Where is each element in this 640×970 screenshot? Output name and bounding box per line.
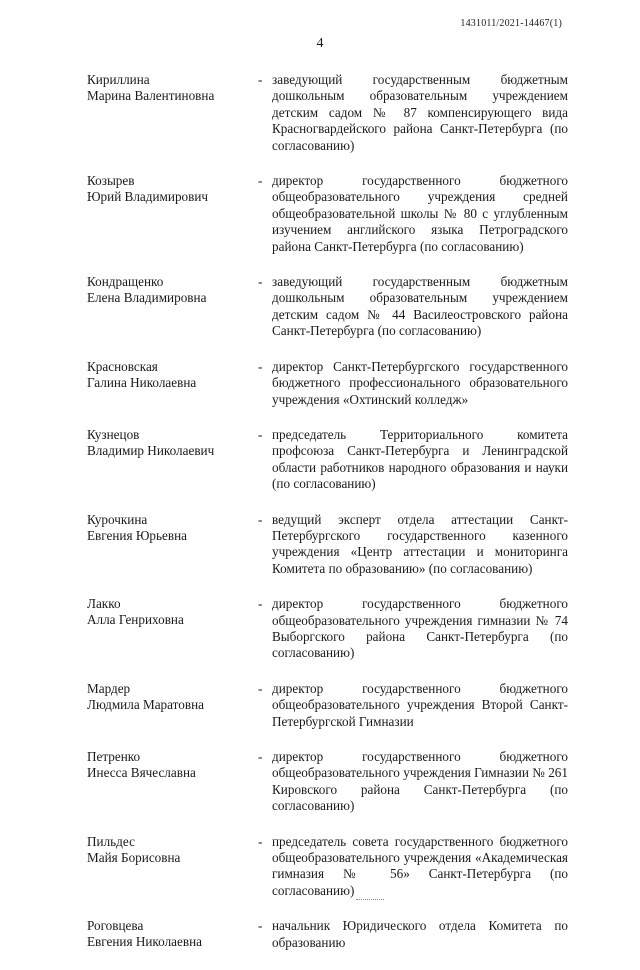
member-surname: Кузнецов	[87, 426, 140, 442]
member-surname: Роговцева	[87, 918, 144, 934]
member-surname: Лакко	[87, 596, 121, 612]
separator-dash: -	[258, 511, 263, 527]
member-position: заведующий государственным бюджетным дошкольным образовательным учреждением детским садом № 87 компенсирующего вида Красногвардейского района Санкт-Петербурга (по согласованию)	[272, 72, 568, 153]
member-entry	[0, 596, 640, 662]
member-entry	[0, 72, 640, 154]
member-given-name: Марина Валентиновна	[87, 88, 215, 103]
separator-dash: -	[258, 274, 263, 290]
member-surname: Мардер	[87, 680, 131, 696]
member-entry	[0, 834, 640, 900]
member-entry	[0, 512, 640, 578]
member-surname: Кириллина	[87, 72, 150, 87]
member-position: директор государственного бюджетного общеобразовательного учреждения Второй Санкт-Петербургской Гимназии	[272, 680, 568, 729]
separator-dash: -	[258, 680, 263, 696]
member-surname: Курочкина	[87, 511, 148, 527]
member-given-name: Инесса Вячеславна	[87, 765, 196, 780]
member-surname: Кондращенко	[87, 274, 164, 290]
separator-dash: -	[258, 173, 263, 189]
member-given-name: Юрий Владимирович	[87, 189, 209, 205]
member-entry	[0, 918, 640, 951]
member-surname: Красновская	[87, 358, 158, 374]
member-name	[87, 834, 247, 866]
member-name	[87, 918, 247, 950]
member-given-name: Майя Борисовна	[87, 849, 181, 865]
member-position: председатель совета государственного бюджетного общеобразовательного учреждения «Академическая гимназия № 56» Санкт-Петербурга (по согласованию)	[272, 833, 568, 898]
member-position: заведующий государственным бюджетным дошкольным образовательным учреждением детским садом № 44 Василеостровского района Санкт-Петербурга (по согласованию)	[272, 274, 568, 339]
separator-dash: -	[258, 918, 263, 934]
member-list	[0, 72, 640, 970]
member-name	[87, 173, 247, 205]
member-entry	[0, 173, 640, 255]
member-given-name: Алла Генриховна	[87, 612, 184, 628]
member-name	[87, 512, 247, 544]
member-given-name: Людмила Маратовна	[87, 696, 204, 712]
member-entry	[0, 427, 640, 493]
member-given-name: Евгения Юрьевна	[87, 527, 188, 543]
member-given-name: Владимир Николаевич	[87, 442, 215, 458]
separator-dash: -	[258, 72, 263, 87]
page-number: 4	[316, 36, 324, 51]
separator-dash: -	[258, 426, 263, 442]
member-position: начальник Юридического отдела Комитета по образованию	[272, 918, 568, 950]
member-surname: Петренко	[87, 749, 141, 764]
member-name	[87, 274, 247, 306]
member-position: директор государственного бюджетного общеобразовательного учреждения средней общеобразовательной школы № 80 с углубленным изучением английского языка Петроградского района Санкт-Петербурга (по согласованию)	[272, 173, 568, 254]
member-entry	[0, 749, 640, 815]
member-surname: Пильдес	[87, 833, 135, 849]
member-position: директор государственного бюджетного общеобразовательного учреждения гимназии № 74 Выборгского района Санкт-Петербурга (по согласованию)	[272, 596, 568, 661]
separator-dash: -	[258, 596, 263, 612]
member-given-name: Евгения Николаевна	[87, 934, 203, 950]
member-entry	[0, 681, 640, 730]
member-position: директор государственного бюджетного общеобразовательного учреждения Гимназии № 261 Кировского района Санкт-Петербурга (по согласованию)	[272, 749, 568, 814]
member-position: директор Санкт-Петербургского государственного бюджетного профессионального образовательного учреждения «Охтинский колледж»	[272, 358, 568, 407]
member-name	[87, 749, 247, 781]
member-name	[87, 596, 247, 628]
scan-artifact-line	[356, 899, 384, 900]
separator-dash: -	[258, 833, 263, 849]
member-name	[87, 359, 247, 391]
member-surname: Козырев	[87, 173, 135, 189]
member-name	[87, 681, 247, 713]
member-name	[87, 427, 247, 459]
member-given-name: Елена Владимировна	[87, 290, 207, 306]
member-position: председатель Территориального комитета профсоюза Санкт-Петербурга и Ленинградской области работников народного образования и науки (по согласованию)	[272, 426, 568, 492]
member-entry	[0, 359, 640, 408]
separator-dash: -	[258, 749, 263, 764]
separator-dash: -	[258, 358, 263, 374]
member-entry	[0, 274, 640, 340]
member-given-name: Галина Николаевна	[87, 374, 197, 390]
document-registration-number: 1431011/2021-14467(1)	[460, 18, 562, 29]
member-position: ведущий эксперт отдела аттестации Санкт-Петербургского государственного казенного учреждения «Центр аттестации и мониторинга Комитета по образованию» (по согласованию)	[272, 511, 568, 576]
member-name	[87, 72, 247, 104]
